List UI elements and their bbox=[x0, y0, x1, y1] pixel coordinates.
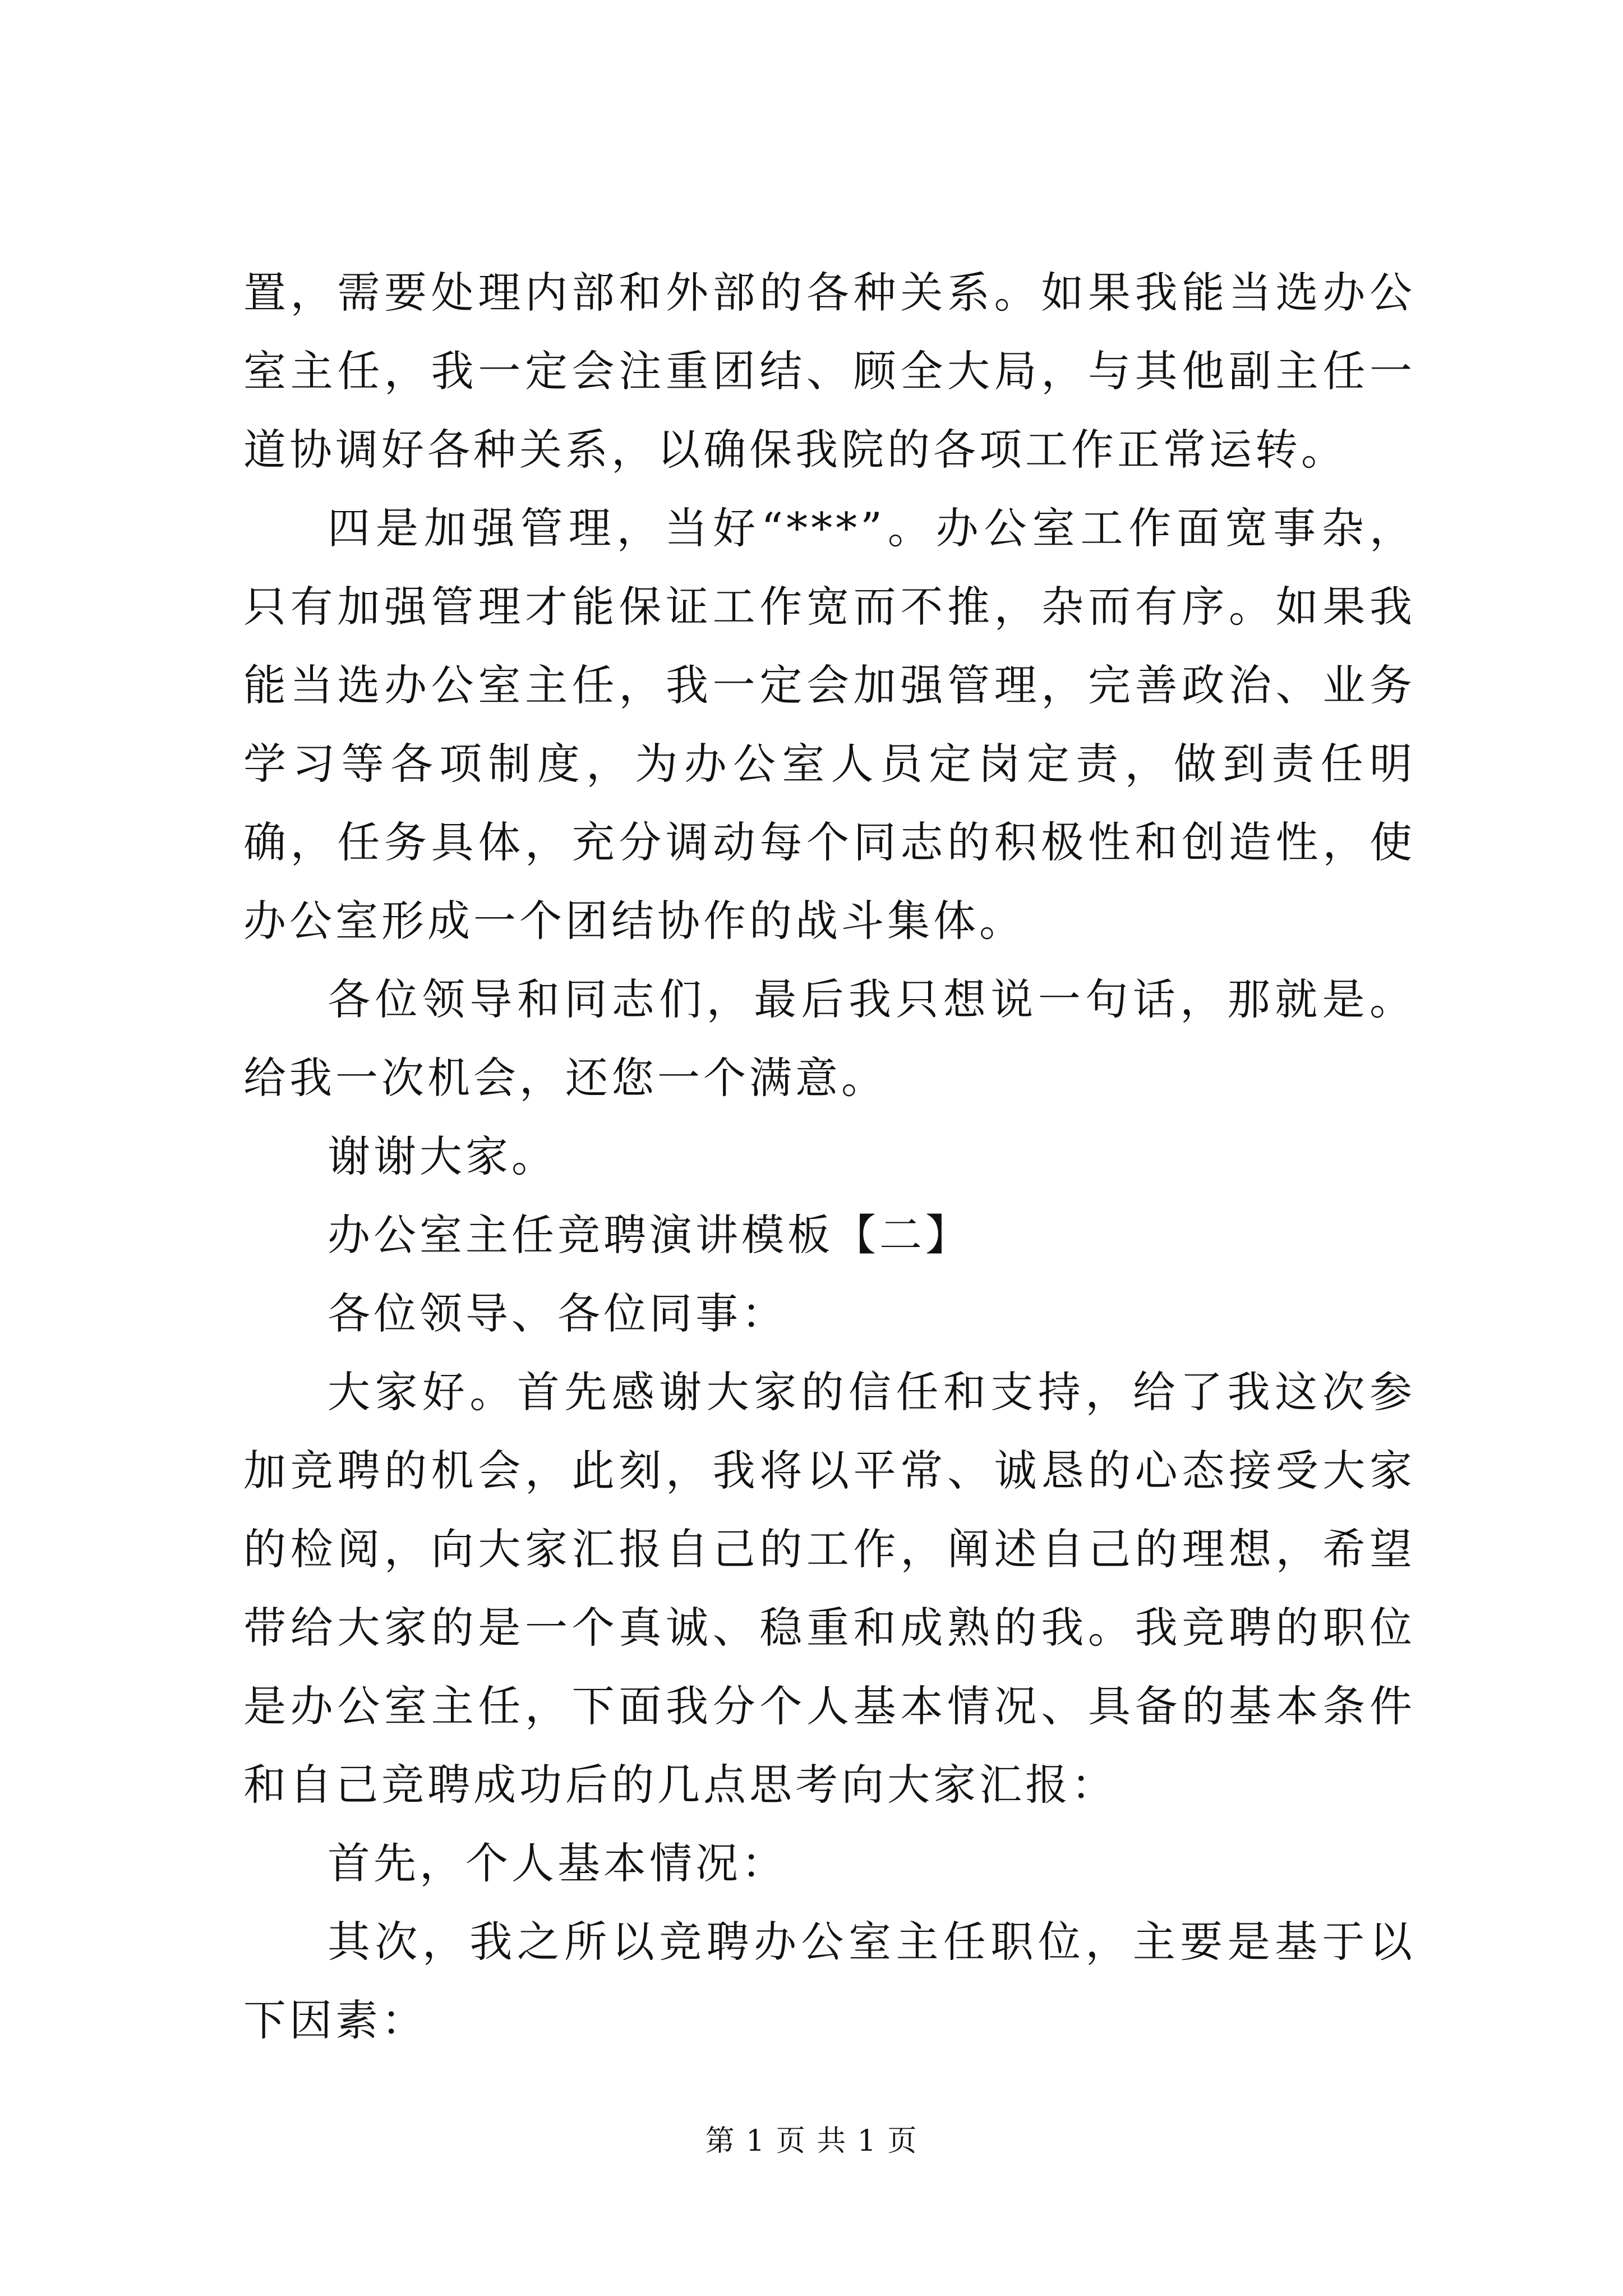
section-heading: 办公室主任竞聘演讲模板【二】 bbox=[328, 1210, 971, 1260]
paragraph-strengthen-management: 四是加强管理，当好“***”。办公室工作面宽事杂，只有加强管理才能保证工作宽而不推，杂而有序。如果我能当选办公室主任，我一定会加强管理，完善政治、业务学习等各项制度，为办公室人员定岗定责，做到责任明确，任务具体，充分调动每个同志的积极性和创造性，使办公室形成一个团结协作的战斗集体。 bbox=[243, 503, 1415, 946]
paragraph-continuation: 置，需要处理内部和外部的各种关系。如果我能当选办公室主任，我一定会注重团结、顾全大局，与其他副主任一道协调好各种关系，以确保我院的各项工作正常运转。 bbox=[243, 268, 1415, 475]
document-body bbox=[243, 254, 1415, 2060]
paragraph-reasons: 其次，我之所以竞聘办公室主任职位，主要是基于以下因素： bbox=[243, 1917, 1415, 2045]
paragraph-closing-remark: 各位领导和同志们，最后我只想说一句话，那就是。给我一次机会，还您一个满意。 bbox=[243, 974, 1415, 1103]
paragraph-thanks: 谢谢大家。 bbox=[328, 1131, 557, 1181]
paragraph-salutation: 各位领导、各位同事： bbox=[328, 1289, 787, 1338]
paragraph-introduction: 大家好。首先感谢大家的信任和支持，给了我这次参加竞聘的机会，此刻，我将以平常、诚恳的心态接受大家的检阅，向大家汇报自己的工作，阐述自己的理想，希望带给大家的是一个真诚、稳重和成熟的我。我竞聘的职位是办公室主任，下面我分个人基本情况、具备的基本条件和自己竞聘成功后的几点思考向大家汇报： bbox=[243, 1367, 1415, 1810]
page-footer: 第 1 页 共 1 页 bbox=[705, 2124, 918, 2158]
paragraph-personal-info: 首先，个人基本情况： bbox=[328, 1838, 787, 1888]
